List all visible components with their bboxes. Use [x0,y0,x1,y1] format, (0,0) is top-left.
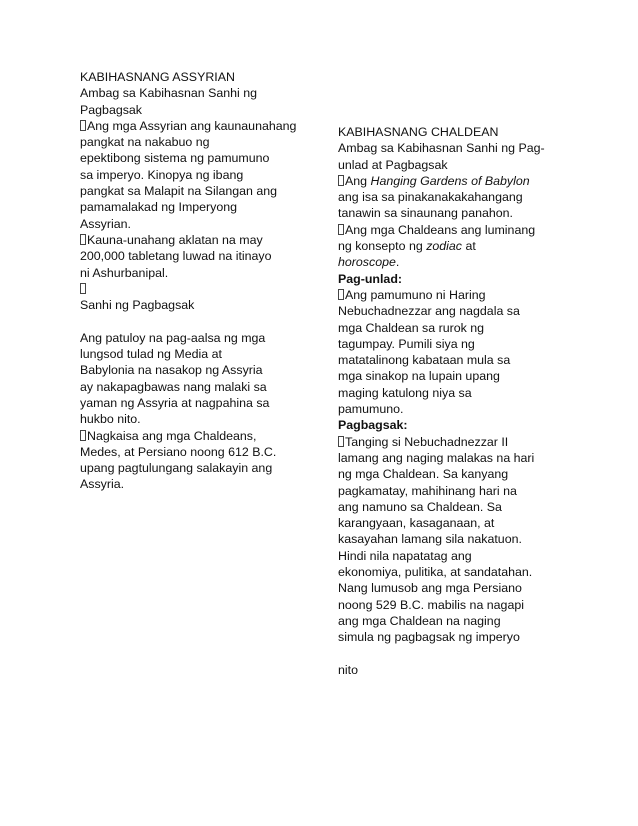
assyrian-bullet-1-line: Assyrian. [80,216,131,231]
bullet-box-icon [80,283,86,294]
assyrian-bullet-1-line: epektibong sistema ng pamumuno [80,151,270,166]
chaldean-bullet-4-line: lamang ang naging malakas na hari [338,450,535,465]
chaldean-contrib-line: Ambag sa Kabihasnan Sanhi ng Pag- [338,141,545,156]
bullet-box-icon [80,120,86,131]
left-column [80,69,302,493]
assyrian-bullet-1-line: pangkat sa Malapit na Silangan ang [80,184,278,199]
chaldean-bullet-4: Tanging si Nebuchadnezzar II [338,434,566,450]
chaldean-bullet-3-line: Nebuchadnezzar ang nagdala sa [338,304,520,319]
zodiac-text: zodiac [426,239,463,254]
bullet-box-icon [338,289,344,300]
chaldean-bullet-4-line: Hindi nila napatatag ang [338,548,472,563]
spacer [80,313,302,329]
assyrian-contrib-line: Pagbagsak [80,102,143,117]
assyrian-bullet-1-line: pangkat na nakabuo ng [80,135,210,150]
empty-bullet [80,281,302,297]
assyrian-bullet-3-line: Assyria. [80,477,125,492]
assyrian-bullet-2: Kauna-unahang aklatan na may [80,232,302,248]
chaldean-bullet-3-line: mga sinakop na lupain upang [338,369,500,384]
assyrian-title: KABIHASNANG ASSYRIAN [80,70,235,84]
sanhi-paragraph-line: Ang patuloy na pag-aalsa ng mga [80,330,266,345]
chaldean-bullet-3-line: tagumpay. Pumili siya ng [338,336,475,351]
chaldean-bullet-1-line: ang isa sa pinakanakakahangang [338,190,523,205]
chaldean-title: KABIHASNANG CHALDEAN [338,125,499,139]
chaldean-bullet-2-line: ng konsepto ng zodiac at [338,239,476,254]
chaldean-bullet-3-line: pamumuno. [338,402,404,417]
chaldean-bullet-2-line: horoscope. [338,255,400,270]
assyrian-bullet-1-line: pamamalakad ng Imperyong [80,200,238,215]
nito-text: nito [338,662,358,677]
chaldean-bullet-4-line: karangyaan, kasaganaan, at [338,516,495,531]
right-column [338,124,566,678]
chaldean-bullet-1-line: tanawin sa sinaunang panahon. [338,206,513,221]
chaldean-bullet-2: Ang mga Chaldeans ang luminang [338,222,566,238]
bullet-box-icon [80,430,86,441]
bullet-box-icon [338,175,344,186]
pagbagsak-heading: Pagbagsak: [338,418,408,433]
assyrian-bullet-3-line: upang pagtulungang salakayin ang [80,461,273,476]
bullet-box-icon [338,436,344,447]
chaldean-bullet-4-line: pagkamatay, mahihinang hari na [338,483,517,498]
sanhi-paragraph-line: lungsod tulad ng Media at [80,347,222,362]
assyrian-bullet-1: Ang mga Assyrian ang kaunaunahang [80,118,302,134]
bullet-box-icon [338,224,344,235]
assyrian-bullet-2-line: ni Ashurbanipal. [80,265,169,280]
horoscope-text: horoscope [338,255,396,270]
chaldean-bullet-4-line: ang namuno sa Chaldean. Sa [338,499,502,514]
chaldean-bullet-4-line: Nang lumusob ang mga Persiano [338,581,522,596]
sanhi-heading: Sanhi ng Pagbagsak [80,298,195,313]
pagunlad-heading: Pag-unlad: [338,271,403,286]
chaldean-bullet-4-line: ng mga Chaldean. Sa kanyang [338,467,509,482]
spacer [338,646,566,662]
sanhi-paragraph-line: ay nakapagbawas nang malaki sa [80,379,267,394]
chaldean-contrib-line: unlad at Pagbagsak [338,157,448,172]
sanhi-paragraph-line: hukbo nito. [80,412,141,427]
chaldean-bullet-4-line: ekonomiya, pulitika, at sandatahan. [338,565,533,580]
chaldean-bullet-4-line: noong 529 B.C. mabilis na nagapi [338,597,524,612]
chaldean-bullet-3-line: maging katulong niya sa [338,385,472,400]
chaldean-bullet-3-line: matatalinong kabataan mula sa [338,353,511,368]
assyrian-bullet-3-line: Medes, at Persiano noong 612 B.C. [80,444,277,459]
assyrian-contrib-line: Ambag sa Kabihasnan Sanhi ng [80,86,258,101]
assyrian-bullet-2-line: 200,000 tabletang luwad na itinayo [80,249,272,264]
chaldean-bullet-3-line: mga Chaldean sa rurok ng [338,320,485,335]
bullet-box-icon [80,234,86,245]
sanhi-paragraph-line: yaman ng Assyria at nagpahina sa [80,395,270,410]
chaldean-bullet-4-line: kasayahan lamang sila nakatuon. [338,532,522,547]
hanging-gardens-text: Hanging Gardens of Babylon [370,173,530,188]
chaldean-bullet-4-line: ang mga Chaldean na naging [338,613,501,628]
assyrian-bullet-3: Nagkaisa ang mga Chaldeans, [80,428,302,444]
chaldean-bullet-3: Ang pamumuno ni Haring [338,287,566,303]
sanhi-paragraph-line: Babylonia na nasakop ng Assyria [80,363,263,378]
assyrian-bullet-1-line: sa imperyo. Kinopya ng ibang [80,167,244,182]
chaldean-bullet-1: Ang Hanging Gardens of Babylon [338,173,566,189]
chaldean-bullet-4-line: simula ng pagbagsak ng imperyo [338,630,520,645]
